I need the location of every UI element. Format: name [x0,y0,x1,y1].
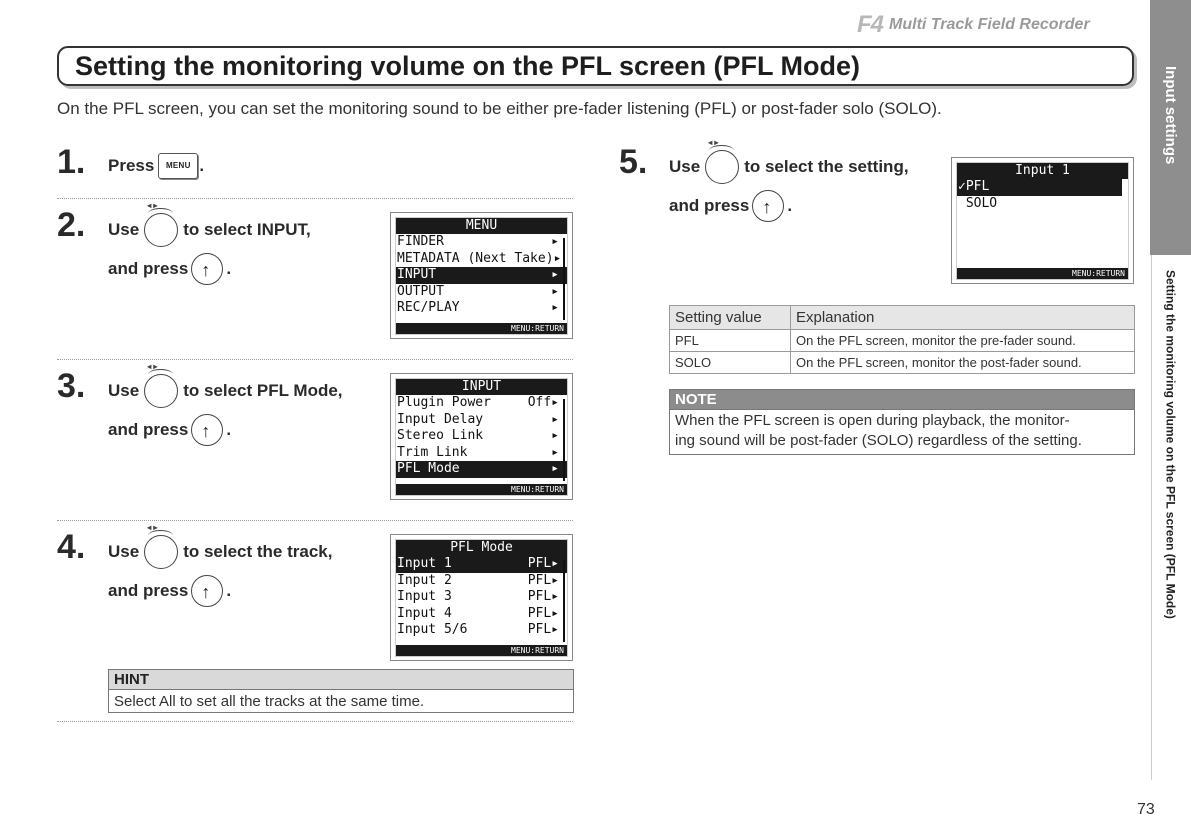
settings-table [669,305,1135,374]
lcd-row: Input 5/6 PFL▸ [397,622,559,637]
lcd-row-selected: INPUT ▸ [396,267,567,284]
lcd-row: Input 3 PFL▸ [397,589,559,604]
lcd-row: SOLO [958,195,998,211]
note-line-2: ing sound will be post-fader (SOLO) regardless of the setting. [675,432,1082,449]
push-dial-icon [752,190,784,222]
page-title [57,46,1134,86]
divider [57,198,573,199]
lcd-row: Plugin Power Off▸ [397,395,559,410]
step-5-line1: Use ◂ ▸ to select the setting, [669,149,909,185]
lcd-row: Input 2 PFL▸ [397,572,559,588]
lcd-scrollbar [563,399,565,481]
step-5-number: 5. [619,143,648,181]
lcd-menu-screen [390,212,573,339]
header-brand [857,12,1137,38]
lcd-pfl-mode-screen [390,534,573,661]
page-title-text: Setting the monitoring volume on the PFL screen (PFL Mode) [75,50,861,81]
lcd-title: PFL Mode [396,540,567,556]
dial-icon [144,374,178,408]
lcd-row: Input Delay ▸ [397,411,559,427]
step-5-line2: and press ↑ . [669,189,792,223]
table-cell: SOLO [670,352,791,374]
table-cell: PFL [670,330,791,352]
step-3-line2: and press ↑ . [108,413,231,447]
step-2-line1: Use ◂ ▸ to select INPUT, [108,212,311,248]
dial-icon [144,535,178,569]
lcd-row-selected: ✓PFL [957,179,1122,196]
table-cell: On the PFL screen, monitor the pre-fader sound. [791,330,1135,352]
divider [57,721,573,722]
table-row [670,352,1135,374]
hint-box [108,669,574,713]
step-1-number: 1. [57,143,86,181]
push-dial-icon [191,575,223,607]
lcd-footer: MENU:RETURN [396,484,567,495]
step-1-line: Press MENU . [108,152,204,180]
step-2-number: 2. [57,206,86,244]
column-header: Explanation [791,306,1135,330]
brand-logo: F4 [857,11,884,38]
step-2-line2: and press ↑ . [108,252,231,286]
lcd-row: METADATA (Next Take) ▸ [397,250,562,266]
lcd-row: Trim Link ▸ [397,444,559,460]
intro-text: On the PFL screen, you can set the monitoring sound to be either pre-fader listening (PFL) or post-fader solo (SOLO). [57,99,942,118]
divider [57,359,573,360]
lcd-row: FINDER ▸ [397,234,559,249]
push-dial-icon [191,253,223,285]
lcd-row: OUTPUT ▸ [397,283,559,299]
lcd-footer: MENU:RETURN [396,323,567,334]
lcd-title: Input 1 [957,163,1128,179]
note-line-1: When the PFL screen is open during playback, the monitor- [675,412,1070,429]
column-header: Setting value [670,306,791,330]
lcd-footer: MENU:RETURN [396,645,567,656]
lcd-scrollbar [563,560,565,642]
table-row [670,330,1135,352]
lcd-row: Input 4 PFL▸ [397,605,559,621]
step-3-line1: Use ◂ ▸ to select PFL Mode, [108,373,343,409]
note-box [669,389,1135,455]
lcd-row: Stereo Link ▸ [397,428,559,443]
push-dial-icon [191,414,223,446]
note-text [670,410,1134,453]
page-number: 73 [1137,801,1155,818]
hint-heading: HINT [109,670,573,690]
step-4-line1: Use ◂ ▸ to select the track, [108,534,332,570]
dial-icon [144,213,178,247]
divider [57,520,573,521]
lcd-input-screen [390,373,573,500]
lcd-title: INPUT [396,379,567,395]
lcd-scrollbar [563,238,565,320]
table-cell: On the PFL screen, monitor the post-fader sound. [791,352,1135,374]
side-tab-label: Input settings [1162,66,1179,165]
lcd-input1-screen [951,157,1134,284]
step-4-line2: and press ↑ . [108,574,231,608]
lcd-footer: MENU:RETURN [957,268,1128,279]
lcd-row-selected: PFL Mode ▸ [396,461,567,478]
note-heading: NOTE [670,390,1134,410]
lcd-row-selected: Input 1 PFL▸ [396,556,567,573]
table-header-row [670,306,1135,330]
step-3-number: 3. [57,367,86,405]
lcd-row: REC/PLAY ▸ [397,300,559,315]
menu-key-icon: MENU [158,153,198,179]
brand-subtitle: Multi Track Field Recorder [889,16,1090,33]
side-section-label: Setting the monitoring volume on the PFL screen (PFL Mode) [1163,270,1178,619]
lcd-title: MENU [396,218,567,234]
dial-icon [705,150,739,184]
step-4-number: 4. [57,528,86,566]
hint-text: Select All to set all the tracks at the same time. [114,693,425,710]
